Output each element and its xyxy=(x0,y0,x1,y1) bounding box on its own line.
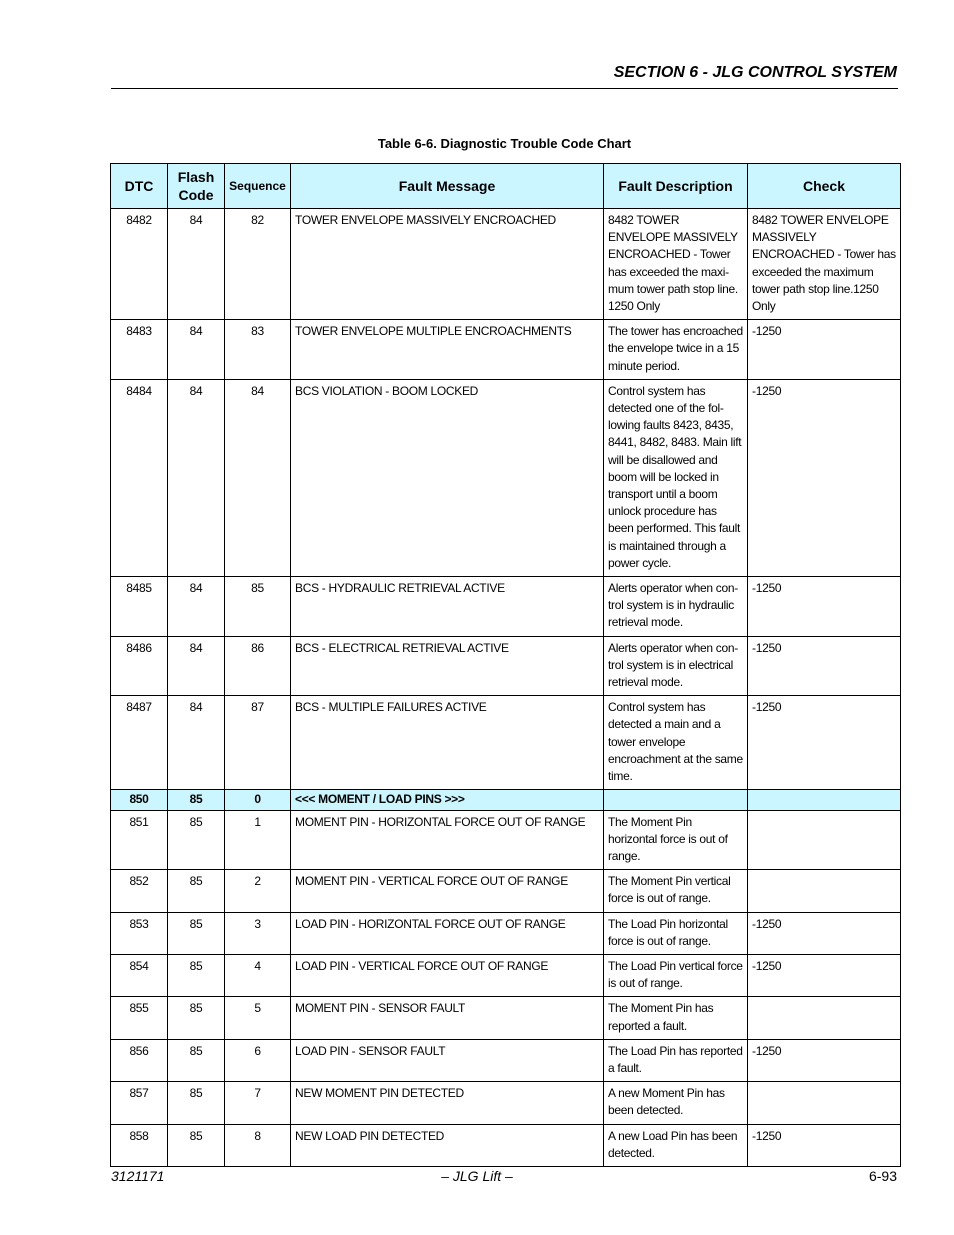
table-row xyxy=(111,954,901,996)
cell-fault-message: MOMENT PIN - HORIZONTAL FORCE OUT OF RANGE xyxy=(291,810,604,870)
cell-fault-description: The Moment Pin vertical force is out of range. xyxy=(604,870,748,912)
cell-flash-code: 85 xyxy=(168,1082,225,1124)
cell-dtc: 8485 xyxy=(111,577,168,637)
cell-fault-description xyxy=(604,790,748,810)
cell-dtc: 8483 xyxy=(111,320,168,380)
cell-dtc: 856 xyxy=(111,1039,168,1081)
cell-dtc: 853 xyxy=(111,912,168,954)
table-row xyxy=(111,696,901,790)
footer-publisher: – JLG Lift – xyxy=(441,1168,513,1184)
table-caption: Table 6-6. Diagnostic Trouble Code Chart xyxy=(377,136,632,151)
col-header-flash-code: Flash Code xyxy=(168,164,225,209)
cell-flash-code: 85 xyxy=(168,790,225,810)
cell-check: -1250 xyxy=(748,696,901,790)
cell-dtc: 857 xyxy=(111,1082,168,1124)
cell-flash-code: 84 xyxy=(168,636,225,696)
cell-fault-message: MOMENT PIN - SENSOR FAULT xyxy=(291,997,604,1039)
cell-check: -1250 xyxy=(748,912,901,954)
footer-doc-number: 3121171 xyxy=(111,1168,165,1184)
col-header-fault-message: Fault Message xyxy=(291,164,604,209)
table-row xyxy=(111,1039,901,1081)
cell-fault-description: The tower has encroached the envelope twice in a 15 minute period. xyxy=(604,320,748,380)
cell-sequence: 0 xyxy=(225,790,291,810)
table-row xyxy=(111,870,901,912)
cell-flash-code: 85 xyxy=(168,870,225,912)
table-body xyxy=(111,209,901,1167)
cell-sequence: 2 xyxy=(225,870,291,912)
table-row xyxy=(111,810,901,870)
cell-flash-code: 85 xyxy=(168,912,225,954)
cell-fault-description: Control system has detected a main and a tower envelope encroachment at the same time. xyxy=(604,696,748,790)
cell-check xyxy=(748,1082,901,1124)
table-row xyxy=(111,1082,901,1124)
cell-fault-description: Control system has detected one of the fol-lowing faults 8423, 8435, 8441, 8482, 8483. Main lift will be disallowed and boom will be locked in transport until a boom unlock procedure has been performed. This fault is maintained through a power cycle. xyxy=(604,379,748,576)
cell-check xyxy=(748,997,901,1039)
cell-sequence: 4 xyxy=(225,954,291,996)
cell-check: -1250 xyxy=(748,636,901,696)
cell-fault-message: BCS VIOLATION - BOOM LOCKED xyxy=(291,379,604,576)
table-row xyxy=(111,997,901,1039)
cell-dtc: 8486 xyxy=(111,636,168,696)
cell-sequence: 84 xyxy=(225,379,291,576)
cell-check: -1250 xyxy=(748,379,901,576)
cell-fault-description: A new Load Pin has been detected. xyxy=(604,1124,748,1166)
cell-sequence: 8 xyxy=(225,1124,291,1166)
cell-dtc: 851 xyxy=(111,810,168,870)
cell-fault-description: The Moment Pin has reported a fault. xyxy=(604,997,748,1039)
cell-flash-code: 84 xyxy=(168,379,225,576)
cell-fault-description: The Load Pin horizontal force is out of range. xyxy=(604,912,748,954)
cell-fault-message: LOAD PIN - HORIZONTAL FORCE OUT OF RANGE xyxy=(291,912,604,954)
cell-fault-message: NEW MOMENT PIN DETECTED xyxy=(291,1082,604,1124)
cell-fault-message: BCS - MULTIPLE FAILURES ACTIVE xyxy=(291,696,604,790)
cell-flash-code: 85 xyxy=(168,1039,225,1081)
cell-sequence: 86 xyxy=(225,636,291,696)
cell-check: -1250 xyxy=(748,577,901,637)
table-row xyxy=(111,320,901,380)
cell-flash-code: 84 xyxy=(168,696,225,790)
cell-flash-code: 85 xyxy=(168,997,225,1039)
cell-fault-message: TOWER ENVELOPE MULTIPLE ENCROACHMENTS xyxy=(291,320,604,380)
col-header-fault-description: Fault Description xyxy=(604,164,748,209)
cell-fault-message: LOAD PIN - VERTICAL FORCE OUT OF RANGE xyxy=(291,954,604,996)
cell-dtc: 8487 xyxy=(111,696,168,790)
table-row xyxy=(111,912,901,954)
table-header-row xyxy=(111,164,901,209)
cell-flash-code: 85 xyxy=(168,954,225,996)
cell-fault-message: <<< MOMENT / LOAD PINS >>> xyxy=(291,790,604,810)
cell-fault-description: The Load Pin has reported a fault. xyxy=(604,1039,748,1081)
cell-dtc: 8484 xyxy=(111,379,168,576)
cell-check: 8482 TOWER ENVELOPE MASSIVELY ENCROACHED - Tower has exceeded the maximum tower path stop line.1250 Only xyxy=(748,209,901,320)
cell-fault-description: The Load Pin vertical force is out of range. xyxy=(604,954,748,996)
section-title: SECTION 6 - JLG CONTROL SYSTEM xyxy=(613,64,897,81)
cell-check: -1250 xyxy=(748,1124,901,1166)
cell-check: -1250 xyxy=(748,320,901,380)
cell-dtc: 855 xyxy=(111,997,168,1039)
table-group-row xyxy=(111,790,901,810)
cell-fault-description: Alerts operator when con-trol system is in hydraulic retrieval mode. xyxy=(604,577,748,637)
cell-check xyxy=(748,790,901,810)
col-header-dtc: DTC xyxy=(111,164,168,209)
cell-sequence: 82 xyxy=(225,209,291,320)
cell-check xyxy=(748,810,901,870)
cell-fault-description: The Moment Pin horizontal force is out of range. xyxy=(604,810,748,870)
cell-sequence: 5 xyxy=(225,997,291,1039)
dtc-table xyxy=(110,163,901,1167)
cell-flash-code: 84 xyxy=(168,209,225,320)
header-rule xyxy=(111,88,898,89)
cell-sequence: 87 xyxy=(225,696,291,790)
cell-dtc: 858 xyxy=(111,1124,168,1166)
cell-fault-message: TOWER ENVELOPE MASSIVELY ENCROACHED xyxy=(291,209,604,320)
cell-fault-description: 8482 TOWER ENVELOPE MASSIVELY ENCROACHED - Tower has exceeded the maxi-mum tower path stop line. 1250 Only xyxy=(604,209,748,320)
col-header-check: Check xyxy=(748,164,901,209)
cell-fault-description: A new Moment Pin has been detected. xyxy=(604,1082,748,1124)
cell-fault-message: NEW LOAD PIN DETECTED xyxy=(291,1124,604,1166)
cell-check: -1250 xyxy=(748,1039,901,1081)
cell-fault-message: MOMENT PIN - VERTICAL FORCE OUT OF RANGE xyxy=(291,870,604,912)
cell-sequence: 7 xyxy=(225,1082,291,1124)
cell-dtc: 854 xyxy=(111,954,168,996)
table-row xyxy=(111,209,901,320)
cell-sequence: 3 xyxy=(225,912,291,954)
cell-fault-description: Alerts operator when con-trol system is in electrical retrieval mode. xyxy=(604,636,748,696)
cell-fault-message: LOAD PIN - SENSOR FAULT xyxy=(291,1039,604,1081)
cell-flash-code: 84 xyxy=(168,577,225,637)
cell-sequence: 85 xyxy=(225,577,291,637)
footer-page-number: 6-93 xyxy=(868,1168,897,1184)
table-row xyxy=(111,1124,901,1166)
col-header-sequence: Sequence xyxy=(225,164,291,209)
cell-dtc: 850 xyxy=(111,790,168,810)
cell-fault-message: BCS - ELECTRICAL RETRIEVAL ACTIVE xyxy=(291,636,604,696)
cell-dtc: 8482 xyxy=(111,209,168,320)
cell-flash-code: 85 xyxy=(168,810,225,870)
table-row xyxy=(111,577,901,637)
cell-dtc: 852 xyxy=(111,870,168,912)
cell-sequence: 6 xyxy=(225,1039,291,1081)
table-row xyxy=(111,636,901,696)
cell-sequence: 1 xyxy=(225,810,291,870)
cell-flash-code: 85 xyxy=(168,1124,225,1166)
cell-check: -1250 xyxy=(748,954,901,996)
table-row xyxy=(111,379,901,576)
cell-check xyxy=(748,870,901,912)
cell-sequence: 83 xyxy=(225,320,291,380)
cell-fault-message: BCS - HYDRAULIC RETRIEVAL ACTIVE xyxy=(291,577,604,637)
cell-flash-code: 84 xyxy=(168,320,225,380)
